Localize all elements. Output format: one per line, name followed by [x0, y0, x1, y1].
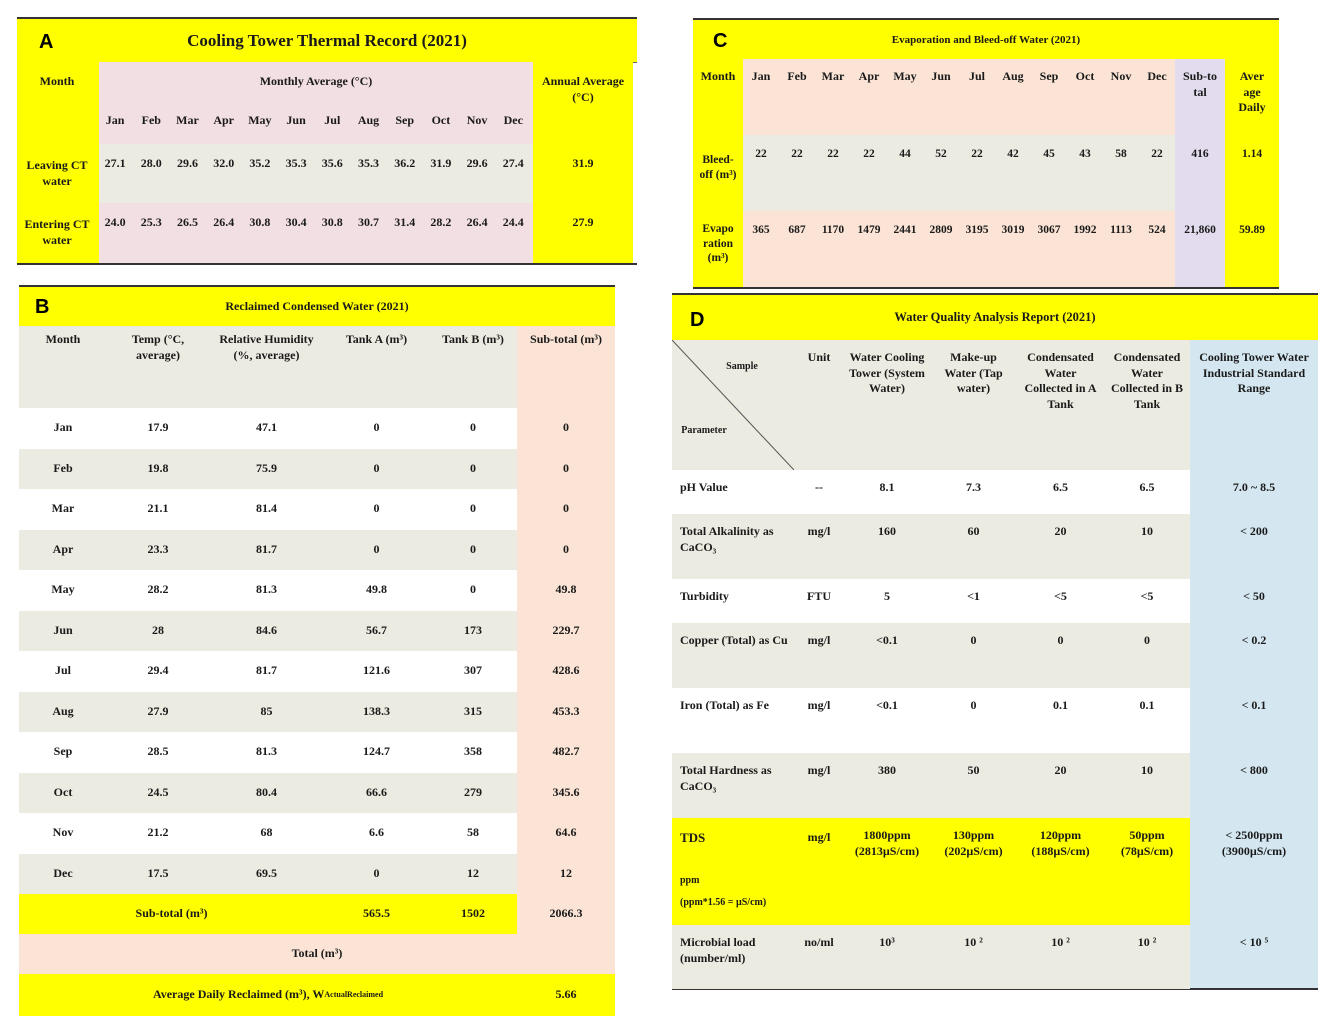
c-month-header: May — [893, 69, 917, 83]
d-microbial-value: < 10 ⁵ — [1239, 935, 1269, 949]
a-value-cell: 29.6 — [466, 156, 488, 171]
d-microbial-value: 10³ — [879, 935, 895, 949]
a-annual-value: 27.9 — [572, 215, 594, 230]
a-value-cell: 32.0 — [213, 156, 235, 171]
b-value-cell: 0 — [373, 501, 380, 516]
a-annual-value: 31.9 — [572, 156, 594, 171]
b-subtotal-total: 2066.3 — [517, 894, 615, 934]
d-param-cell: Total Alkalinity as CaCO₃ — [680, 524, 774, 554]
d-value-cell: 60 — [967, 524, 980, 538]
d-value-cell: 0.1 — [1053, 698, 1068, 712]
c-subtotal-label: Sub-to tal — [1182, 69, 1217, 99]
b-month-cell: Aug — [52, 703, 74, 718]
a-value-cell: 26.4 — [213, 215, 235, 230]
b-value-cell: 84.6 — [256, 622, 277, 637]
b-total-row: Total (m³) — [19, 934, 615, 974]
b-value-cell: 29.4 — [147, 663, 169, 678]
d-value-cell: 380 — [878, 763, 896, 777]
a-value-cell: 24.4 — [502, 215, 524, 230]
c-value-cell: 22 — [755, 147, 767, 160]
a-month-header: Jan — [105, 113, 125, 128]
b-subtotal-tank-a: 565.5 — [363, 906, 390, 921]
b-subtotal-label: Sub-total (m³) — [135, 906, 208, 921]
d-microbial-unit: no/ml — [804, 935, 834, 949]
c-value-cell: 1479 — [857, 223, 881, 236]
b-month-cell: Jul — [54, 663, 71, 678]
panel-b-header — [19, 287, 615, 327]
c-row-label: Evapo ration (m³) — [702, 222, 734, 265]
panel-d-title: Water Quality Analysis Report (2021) — [894, 310, 1096, 324]
d-sample-label: Sample — [726, 360, 758, 372]
b-value-cell: 28.5 — [147, 744, 169, 759]
a-value-cell: 28.2 — [430, 215, 452, 230]
a-month-header: Nov — [466, 113, 488, 128]
a-value-cell: 28.0 — [140, 156, 162, 171]
b-value-cell: 0 — [470, 541, 476, 556]
c-value-cell: 2441 — [893, 223, 917, 236]
d-value-cell: 160 — [878, 524, 896, 538]
b-average-label: Average Daily Reclaimed (m³), W — [152, 987, 325, 1002]
d-value-cell: 7.0 ~ 8.5 — [1232, 480, 1276, 494]
b-value-cell: 27.9 — [147, 703, 169, 718]
b-value-cell: 69.5 — [256, 865, 277, 880]
b-average-value: 5.66 — [517, 974, 615, 1016]
d-microbial-value: 10 ² — [1051, 935, 1070, 949]
c-value-cell: 1992 — [1073, 223, 1097, 236]
a-value-cell: 31.4 — [394, 215, 416, 230]
b-value-cell: 47.1 — [256, 420, 277, 435]
b-value-cell: 58 — [467, 825, 479, 840]
a-value-cell: 30.7 — [357, 215, 379, 230]
d-value-cell: 10 — [1141, 763, 1153, 777]
d-value-cell: 10 — [1141, 524, 1153, 538]
a-value-cell: 35.3 — [357, 156, 379, 171]
d-value-cell: 20 — [1054, 524, 1067, 538]
b-month-cell: Apr — [52, 541, 74, 556]
b-value-cell: 85 — [260, 703, 273, 718]
c-value-cell: 45 — [1043, 147, 1055, 160]
a-value-cell: 30.4 — [285, 215, 307, 230]
d-unit-cell: mg/l — [807, 633, 831, 647]
d-value-cell: < 50 — [1243, 589, 1265, 603]
c-month-label: Month — [700, 69, 736, 83]
b-value-cell: 21.2 — [147, 825, 169, 840]
a-value-cell: 36.2 — [394, 156, 416, 171]
b-value-cell: 0 — [470, 501, 476, 516]
d-value-cell: <5 — [1140, 589, 1154, 603]
b-value-cell: 6.6 — [369, 825, 384, 840]
c-value-cell: 52 — [935, 147, 947, 160]
b-value-cell: 17.9 — [147, 420, 169, 435]
d-column-header: Water Cooling Tower (System Water) — [849, 350, 925, 396]
b-value-cell: 0 — [563, 460, 569, 475]
b-value-cell: 64.6 — [555, 825, 577, 840]
c-month-header: Jul — [968, 69, 985, 83]
c-value-cell: 22 — [791, 147, 803, 160]
a-value-cell: 27.4 — [502, 156, 524, 171]
d-value-cell: 6.5 — [1053, 480, 1068, 494]
b-column-header: Temp (°C, average) — [131, 332, 185, 362]
c-value-cell: 365 — [752, 223, 770, 236]
a-month-header: Feb — [141, 113, 161, 128]
c-month-header: Aug — [1002, 69, 1024, 83]
panel-c-header — [693, 20, 1279, 60]
d-value-cell: 0.1 — [1139, 698, 1155, 712]
b-value-cell: 12 — [560, 865, 572, 880]
c-month-header: Oct — [1075, 69, 1095, 83]
b-value-cell: 0 — [470, 460, 476, 475]
a-monthly-avg-label: Monthly Average (°C) — [259, 74, 373, 88]
a-month-header: Jul — [324, 113, 341, 128]
b-value-cell: 0 — [470, 582, 476, 597]
d-tds-value: 1800ppm (2813µS/cm) — [854, 828, 920, 858]
d-unit-cell: -- — [815, 480, 823, 494]
a-value-cell: 26.4 — [466, 215, 488, 230]
d-column-header: Cooling Tower Water Industrial Standard Range — [1199, 350, 1309, 396]
d-param-cell: Iron (Total) as Fe — [680, 698, 770, 712]
b-value-cell: 81.7 — [256, 541, 277, 556]
b-value-cell: 12 — [467, 865, 479, 880]
b-column-header: Month — [45, 332, 81, 346]
a-month-header: Aug — [357, 113, 380, 128]
c-month-header: Jun — [931, 69, 951, 83]
a-month-header: Oct — [431, 113, 451, 128]
d-value-cell: <5 — [1054, 589, 1067, 603]
c-value-cell: 687 — [788, 223, 806, 236]
b-value-cell: 121.6 — [363, 663, 390, 678]
d-value-cell: < 0.2 — [1241, 633, 1267, 647]
b-value-cell: 81.7 — [256, 663, 277, 678]
a-value-cell: 26.5 — [176, 215, 198, 230]
b-value-cell: 28.2 — [147, 582, 169, 597]
b-value-cell: 66.6 — [366, 784, 387, 799]
panel-a-letter: A — [39, 31, 54, 53]
b-value-cell: 173 — [464, 622, 482, 637]
panel-a-header — [17, 19, 637, 63]
c-month-header: Jan — [751, 69, 771, 83]
c-value-cell: 2809 — [929, 223, 953, 236]
c-value-cell: 22 — [827, 147, 839, 160]
d-value-cell: <1 — [967, 589, 980, 603]
d-unit-cell: mg/l — [807, 524, 831, 538]
b-value-cell: 81.3 — [256, 582, 277, 597]
d-value-cell: 6.5 — [1139, 480, 1155, 494]
d-param-cell: Total Hardness as CaCO₃ — [680, 763, 772, 793]
d-value-cell: 0 — [1057, 633, 1064, 647]
a-month-header: Jun — [286, 113, 306, 128]
b-value-cell: 75.9 — [256, 460, 277, 475]
b-value-cell: 428.6 — [552, 663, 580, 678]
c-avg-value: 1.14 — [1241, 147, 1263, 160]
a-month-header: Apr — [213, 113, 235, 128]
panel-b-body — [19, 326, 615, 1016]
c-value-cell: 22 — [863, 147, 875, 160]
b-value-cell: 56.7 — [366, 622, 387, 637]
a-value-cell: 30.8 — [321, 215, 343, 230]
a-value-cell: 24.0 — [104, 215, 126, 230]
panel-c-letter: C — [713, 30, 728, 52]
b-value-cell: 24.5 — [147, 784, 169, 799]
a-row-label: Leaving CT water — [26, 157, 88, 188]
d-tds-value: 50ppm (78µS/cm) — [1120, 828, 1174, 858]
b-month-cell: Sep — [53, 744, 73, 759]
b-month-cell: May — [51, 582, 75, 597]
panel-d-water-quality — [672, 293, 1318, 990]
a-value-cell: 31.9 — [430, 156, 452, 171]
b-value-cell: 345.6 — [552, 784, 580, 799]
b-value-cell: 81.3 — [256, 744, 277, 759]
d-value-cell: < 200 — [1240, 524, 1268, 538]
d-microbial-value: 10 ² — [964, 935, 983, 949]
a-value-cell: 27.1 — [104, 156, 126, 171]
d-param-cell: pH Value — [680, 480, 728, 494]
c-month-header: Nov — [1110, 69, 1132, 83]
c-row-label: Bleed-off (m³) — [699, 154, 737, 181]
c-value-cell: 22 — [1151, 147, 1163, 160]
a-month-label: Month — [39, 74, 75, 88]
b-value-cell: 124.7 — [363, 744, 390, 759]
a-value-cell: 30.8 — [249, 215, 271, 230]
d-tds-param: TDS — [680, 830, 706, 845]
b-column-header: Tank A (m³) — [345, 332, 408, 346]
a-annual-avg-label: Annual Average (°C) — [541, 74, 625, 104]
d-value-cell: <0.1 — [876, 698, 898, 712]
b-value-cell: 307 — [464, 663, 482, 678]
d-microbial-value: 10 ² — [1137, 935, 1157, 949]
d-value-cell: < 800 — [1240, 763, 1268, 777]
d-microbial-param: Microbial load (number/ml) — [680, 935, 756, 965]
d-value-cell: 7.3 — [966, 480, 981, 494]
b-value-cell: 17.5 — [147, 865, 169, 880]
b-column-header: Tank B (m³) — [442, 332, 504, 346]
b-value-cell: 229.7 — [552, 622, 580, 637]
c-subtotal-value: 416 — [1191, 147, 1209, 160]
d-tds-value: 120ppm (188µS/cm) — [1031, 828, 1090, 858]
b-value-cell: 138.3 — [363, 703, 390, 718]
c-value-cell: 3019 — [1001, 223, 1025, 236]
a-value-cell: 29.6 — [176, 156, 198, 171]
b-value-cell: 0 — [373, 460, 380, 475]
a-month-header: May — [248, 113, 272, 128]
b-average-subscript: ActualReclaimed — [324, 989, 384, 999]
c-value-cell: 22 — [971, 147, 983, 160]
b-value-cell: 0 — [373, 541, 380, 556]
b-value-cell: 49.8 — [366, 582, 387, 597]
b-value-cell: 49.8 — [555, 582, 577, 597]
b-value-cell: 0 — [563, 541, 569, 556]
b-month-cell: Jan — [53, 420, 73, 435]
c-value-cell: 524 — [1148, 223, 1166, 236]
b-month-cell: Dec — [53, 865, 73, 880]
d-value-cell: 0 — [1144, 633, 1150, 647]
c-value-cell: 1170 — [821, 223, 845, 236]
b-column-header: Relative Humidity (%, average) — [219, 332, 314, 362]
d-value-cell: 0 — [970, 698, 977, 712]
b-value-cell: 23.3 — [147, 541, 169, 556]
b-value-cell: 0 — [470, 420, 476, 435]
a-value-cell: 25.3 — [140, 215, 162, 230]
d-value-cell: 8.1 — [879, 480, 895, 494]
c-value-cell: 3195 — [965, 223, 989, 236]
d-column-header: Make-up Water (Tap water) — [944, 350, 1003, 396]
d-value-cell: 5 — [884, 589, 890, 603]
d-value-cell: 0 — [970, 633, 977, 647]
c-month-header: Mar — [821, 69, 845, 83]
c-subtotal-value: 21,860 — [1184, 223, 1216, 236]
panel-b-letter: B — [35, 296, 50, 318]
b-value-cell: 0 — [373, 420, 380, 435]
b-value-cell: 68 — [260, 825, 273, 840]
d-param-cell: Turbidity — [680, 589, 729, 603]
c-month-header: Feb — [787, 69, 807, 83]
d-unit-cell: FTU — [807, 589, 831, 603]
a-month-header: Mar — [176, 113, 199, 128]
panel-d-header — [672, 295, 1318, 341]
b-value-cell: 315 — [464, 703, 482, 718]
c-value-cell: 42 — [1007, 147, 1019, 160]
b-month-cell: Feb — [53, 460, 73, 475]
panel-c-body — [693, 59, 1279, 287]
d-unit-cell: mg/l — [807, 698, 831, 712]
panel-a-thermal-record — [17, 17, 637, 265]
d-tds-unit: mg/l — [807, 830, 831, 844]
d-value-cell: <0.1 — [876, 633, 898, 647]
a-value-cell: 35.3 — [285, 156, 307, 171]
d-value-cell: 20 — [1054, 763, 1067, 777]
d-unit-label: Unit — [807, 350, 831, 364]
b-value-cell: 453.3 — [552, 703, 580, 718]
b-value-cell: 0 — [563, 501, 569, 516]
d-parameter-label: Parameter — [681, 424, 727, 436]
b-value-cell: 482.7 — [552, 744, 580, 759]
b-month-cell: Jun — [53, 622, 73, 637]
panel-a-body — [17, 62, 633, 263]
b-value-cell: 358 — [464, 744, 482, 759]
panel-d-body — [672, 340, 1318, 988]
a-value-cell: 35.6 — [321, 156, 343, 171]
c-value-cell: 1113 — [1110, 223, 1132, 236]
panel-c-title: Evaporation and Bleed-off Water (2021) — [891, 33, 1081, 46]
a-row-label: Entering CT water — [24, 216, 90, 247]
c-month-header: Sep — [1039, 69, 1059, 83]
a-value-cell: 35.2 — [249, 156, 271, 171]
b-value-cell: 28 — [152, 622, 164, 637]
b-value-cell: 0 — [563, 420, 569, 435]
b-value-cell: 21.1 — [147, 501, 169, 516]
b-value-cell: 80.4 — [256, 784, 277, 799]
c-avg-label: Aver age Daily — [1238, 69, 1266, 115]
d-tds-note1: ppm — [680, 874, 700, 886]
b-value-cell: 81.4 — [256, 501, 277, 516]
d-param-cell: Copper (Total) as Cu — [680, 633, 788, 647]
b-value-cell: 19.8 — [147, 460, 169, 475]
b-value-cell: 0 — [373, 865, 380, 880]
d-tds-value: 130ppm (202µS/cm) — [944, 828, 1003, 858]
d-column-header: Condensated Water Collected in A Tank — [1024, 350, 1097, 411]
panel-b-title: Reclaimed Condensed Water (2021) — [225, 299, 409, 313]
c-value-cell: 58 — [1115, 147, 1127, 160]
d-value-cell: < 0.1 — [1241, 698, 1267, 712]
panel-c-evaporation — [693, 18, 1279, 289]
b-average-row — [19, 974, 517, 1016]
c-month-header: Apr — [858, 69, 880, 83]
panel-b-reclaimed-water — [19, 285, 615, 1016]
c-value-cell: 3067 — [1037, 223, 1061, 236]
b-month-cell: Oct — [53, 784, 73, 799]
c-value-cell: 43 — [1079, 147, 1091, 160]
panel-a-title: Cooling Tower Thermal Record (2021) — [187, 30, 467, 50]
d-value-cell: 50 — [967, 763, 980, 777]
panel-d-letter: D — [690, 309, 705, 331]
b-month-cell: Nov — [52, 825, 74, 840]
b-subtotal-tank-b: 1502 — [461, 906, 485, 921]
c-month-header: Dec — [1147, 69, 1167, 83]
d-tds-note2: (ppm*1.56 = µS/cm) — [680, 896, 767, 908]
d-column-header: Condensated Water Collected in B Tank — [1111, 350, 1183, 411]
b-column-header: Sub-total (m³) — [530, 332, 602, 346]
b-month-cell: Mar — [51, 501, 75, 516]
a-month-header: Sep — [395, 113, 415, 128]
a-month-header: Dec — [503, 113, 523, 128]
c-value-cell: 44 — [899, 147, 911, 160]
d-tds-value: < 2500ppm (3900µS/cm) — [1221, 828, 1287, 858]
d-unit-cell: mg/l — [807, 763, 831, 777]
b-value-cell: 279 — [464, 784, 482, 799]
c-avg-value: 59.89 — [1239, 223, 1265, 236]
